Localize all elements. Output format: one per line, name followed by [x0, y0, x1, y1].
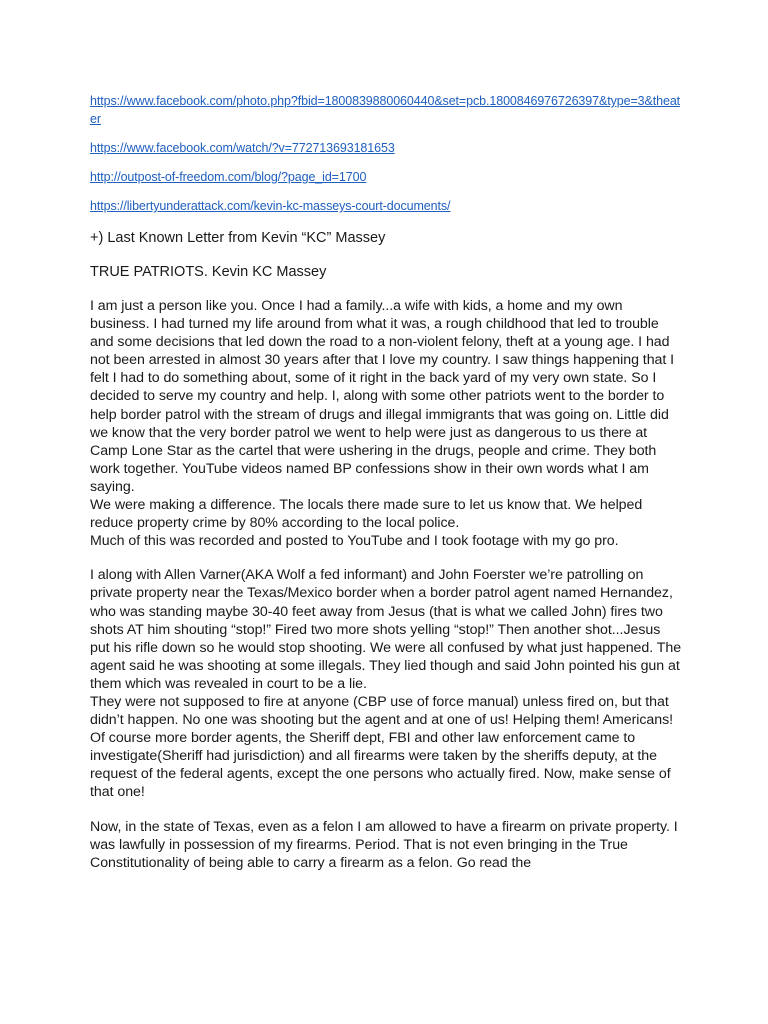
facebook-watch-link[interactable]: https://www.facebook.com/watch/?v=772713693181653: [90, 141, 395, 155]
letter-heading: +) Last Known Letter from Kevin “KC” Massey: [90, 230, 386, 246]
paragraph-gap: [90, 802, 682, 818]
paragraph-investigation: Of course more border agents, the Sheriff dept, FBI and other law enforcement came to investigate(Sheriff had jurisdiction) and all firearms were taken by the sheriffs deputy, at the request of the federal agents, except the one persons who actually fired. Now, make sense of that one!: [90, 730, 671, 801]
paragraph-recorded: Much of this was recorded and posted to YouTube and I took footage with my go pro.: [90, 533, 619, 550]
outpost-of-freedom-link[interactable]: http://outpost-of-freedom.com/blog/?page_id=1700: [90, 170, 367, 184]
facebook-photo-link[interactable]: https://www.facebook.com/photo.php?fbid=1800839880060440&set=pcb.1800846976726397&type=3&theater: [90, 94, 681, 126]
paragraph-gap: [90, 550, 682, 566]
letter-title: TRUE PATRIOTS. Kevin KC Massey: [90, 264, 327, 280]
paragraph-texas-law: Now, in the state of Texas, even as a felon I am allowed to have a firearm on private property. I was lawfully in possession of my firearms. Period. That is not even bringing in the True Constitutionality of being able to carry a firearm as a felon. Go read the: [90, 818, 678, 871]
paragraph-difference: We were making a difference. The locals there made sure to let us know that. We helped reduce property crime by 80% according to the local police.: [90, 497, 643, 532]
paragraph-incident: I along with Allen Varner(AKA Wolf a fed informant) and John Foerster we’re patrolling on private property near the Texas/Mexico border when a border patrol agent named Hernandez, who was standing maybe 30-40 feet away from Jesus (that is what we called John) fires two shots AT him shouting “stop!” Fired two more shots yelling “stop!” Then another shot...Jesus put his rifle down so he would stop shooting. We were all confused by what just happened. The agent said he was shooting at some illegals. They lied though and said John pointed his gun at them which was revealed in court to be a lie.: [90, 567, 682, 692]
paragraph-intro: I am just a person like you. Once I had a family...a wife with kids, a home and my own business. I had turned my life around from what it was, a rough childhood that led to trouble and some decisions that led down the road to a non-violent felony, theft at a young age. I had not been arrested in almost 30 years after that I love my country. I saw things happening that I felt I had to do something about, some of it right in the back yard of my very own state. So I decided to serve my country and help. I, along with some other patriots went to the border to help border patrol with the stream of drugs and illegal immigrants that was going on. Little did we know that the very border patrol we went to help were just as dangerous to us there at Camp Lone Star as the cartel that were ushering in the drugs, people and crime. They both work together. YouTube videos named BP confessions show in their own words what I am saying.: [90, 298, 675, 495]
source-links: [90, 92, 682, 215]
libertyunderattack-link[interactable]: https://libertyunderattack.com/kevin-kc-masseys-court-documents/: [90, 199, 451, 213]
paragraph-force-manual: They were not supposed to fire at anyone (CBP use of force manual) unless fired on, but that didn’t happen. No one was shooting but the agent and at one of us! Helping them! Americans!: [90, 693, 674, 729]
